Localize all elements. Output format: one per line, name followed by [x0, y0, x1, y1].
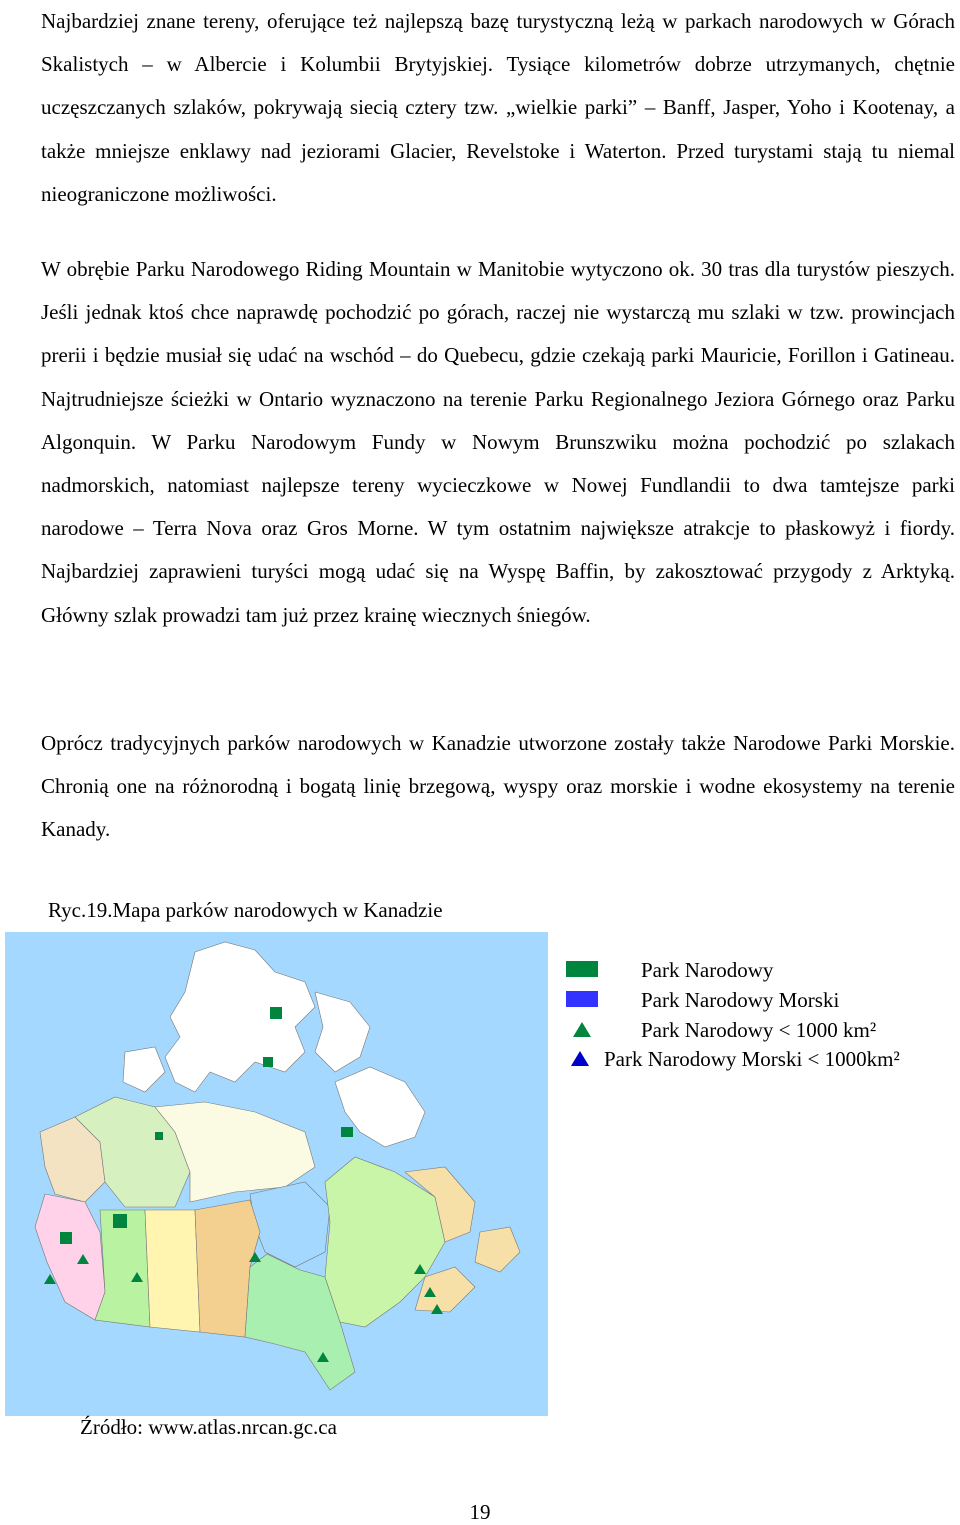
blue-triangle-icon [560, 1047, 600, 1071]
green-square-icon [560, 958, 600, 982]
park-square-icon [60, 1232, 72, 1244]
legend-row-marine-park [560, 986, 960, 1014]
legend-label: Park Narodowy [641, 958, 774, 982]
legend-label: Park Narodowy < 1000 km² [641, 1018, 877, 1042]
map-saskatchewan [145, 1210, 200, 1332]
park-square-icon [155, 1132, 163, 1140]
legend-label: Park Narodowy Morski [641, 988, 840, 1012]
legend-row-small-marine-park [560, 1045, 960, 1073]
park-square-icon [270, 1007, 282, 1019]
canada-parks-map [5, 932, 548, 1416]
legend-row-small-national-park [560, 1016, 960, 1044]
figure-source: Źródło: www.atlas.nrcan.gc.ca [80, 1415, 337, 1439]
legend-label: Park Narodowy Morski < 1000km² [604, 1047, 900, 1071]
park-square-icon [263, 1057, 273, 1067]
paragraph-rocky-mountains: Najbardziej znane tereny, oferujące też najlepszą bazę turystyczną leżą w parkach narodowych w Górach Skalistych – w Albercie i Kolumbii Brytyjskiej. Tysiące kilometrów dobrze utrzymanych, chętnie uczęszczanych szlaków, pokrywają siecią cztery tzw. „wielkie parki” – Banff, Jasper, Yoho i Kootenay, a także mniejsze enklawy nad jeziorami Glacier, Revelstoke i Waterton. Przed turystami stają tu niemal nieograniczone możliwości. [41, 9, 955, 206]
paragraph-marine-parks: Oprócz tradycyjnych parków narodowych w Kanadzie utworzone zostały także Narodowe Parki Morskie. Chronią one na różnorodną i bogatą linię brzegową, wyspy oraz morskie i wodne ekosystemy na terenie Kanady. [41, 731, 955, 842]
blue-square-icon [560, 988, 600, 1012]
park-square-icon [341, 1127, 353, 1137]
legend-row-national-park [560, 956, 960, 984]
page-number: 19 [469, 1500, 491, 1524]
paragraph-hiking-trails: W obrębie Parku Narodowego Riding Mountain w Manitobie wytyczono ok. 30 tras dla turystów pieszych. Jeśli jednak ktoś chce naprawdę pochodzić po górach, raczej nie wystarczą mu szlaki w tzw. prowincjach prerii i będzie musiał się udać na wschód – do Quebecu, gdzie czekają parki Mauricie, Forillon i Gatineau. Najtrudniejsze ścieżki w Ontario wyznaczono na terenie Parku Regionalnego Jeziora Górnego oraz Parku Algonquin. W Parku Narodowym Fundy w Nowym Brunszwiku można pochodzić po szlakach nadmorskich, natomiast najlepsze tereny wycieczkowe w Nowej Fundlandii to dwa tamtejsze parki narodowe – Terra Nova oraz Gros Morne. W tym ostatnim największe atrakcje to płaskowyż i fiordy. Najbardziej zaprawieni turyści mogą udać się na Wyspę Baffin, by zakosztować przygody z Arktyką. Główny szlak prowadzi tam już przez krainę wiecznych śniegów. [41, 257, 955, 627]
park-square-icon [113, 1214, 127, 1228]
green-triangle-icon [560, 1018, 600, 1042]
figure-caption: Ryc.19.Mapa parków narodowych w Kanadzie [48, 898, 443, 922]
